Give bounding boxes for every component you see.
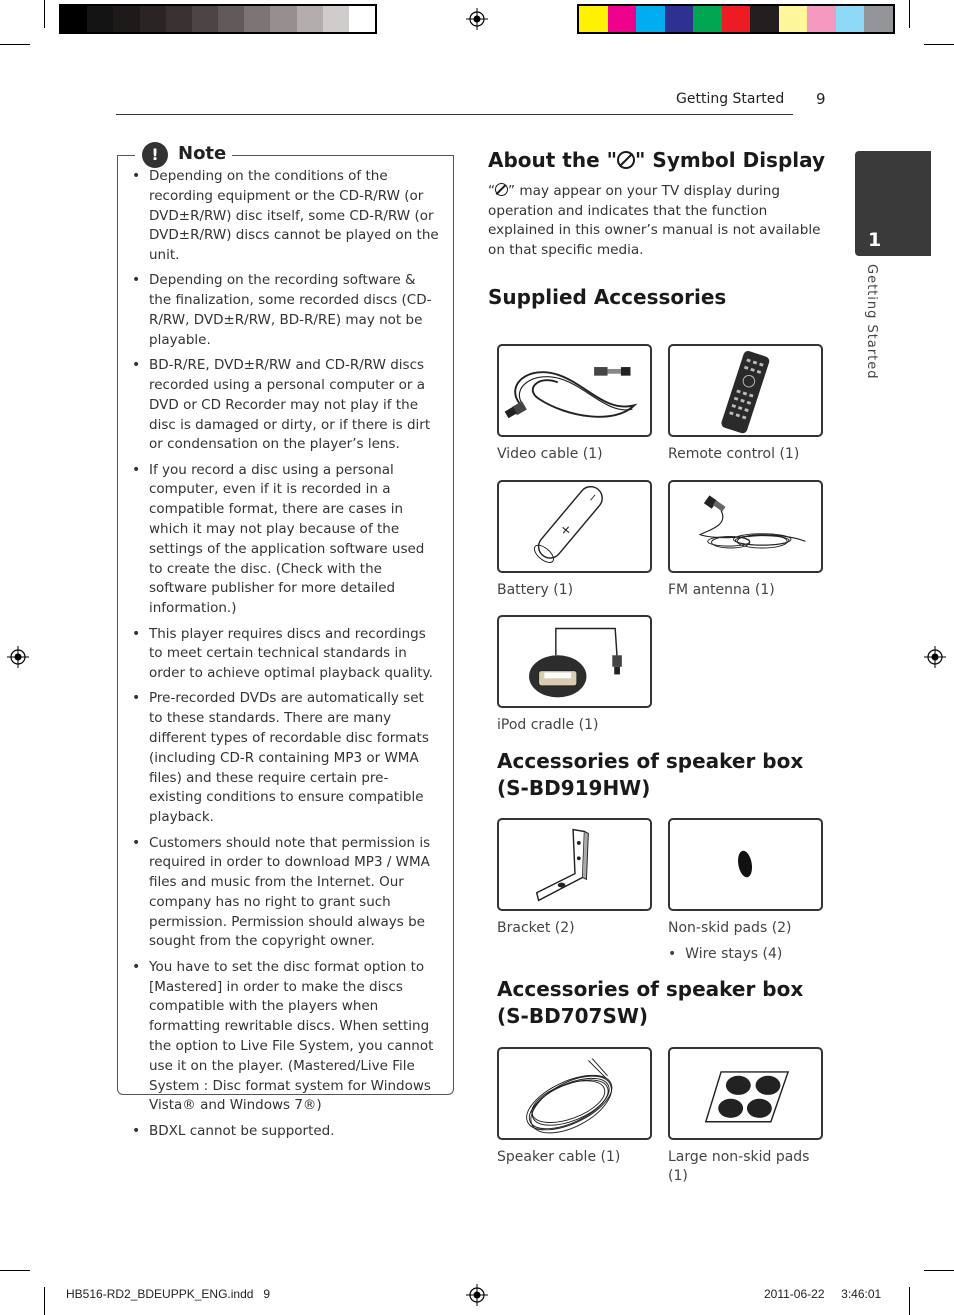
title-text: About the " xyxy=(488,148,618,172)
color-swatch xyxy=(61,6,87,32)
accessory-card xyxy=(668,1047,823,1140)
registration-mark-icon xyxy=(466,1284,488,1306)
fm-antenna-icon xyxy=(670,482,821,571)
list-item: • If you record a disc using a personal computer, even if it is recorded in a compatible format, there are cases in which it may not play because of the settings of the application software used to create the disc. (Check with the software publisher for more detailed information.) xyxy=(131,461,441,619)
color-swatch xyxy=(244,6,270,32)
note-border xyxy=(117,155,135,156)
page-number: 9 xyxy=(816,90,826,108)
list-item: • This player requires discs and recordings to meet certain technical standards in order to achieve optimal playback quality. xyxy=(131,625,441,684)
title-line: Accessories of speaker box xyxy=(497,749,804,773)
list-item: • Depending on the conditions of the recording equipment or the CD-R/RW (or DVD±R/RW) disc itself, some CD-R/RW (or DVD±R/RW) discs cannot be played on the unit. xyxy=(131,167,441,266)
note-border xyxy=(232,155,454,156)
registration-mark-icon xyxy=(924,646,946,668)
accessory-caption: FM antenna (1) xyxy=(668,582,775,598)
crop-mark xyxy=(924,44,954,45)
grayscale-color-bar xyxy=(59,4,377,34)
list-item: • You have to set the disc format option to [Mastered] in order to make the discs compatible with the players when formatting rewritable discs. When setting the option to Live File System, you cannot use it on the player. (Mastered/Live File System : Disc format system for Windows Vista® and Windows 7®) xyxy=(131,958,441,1116)
chapter-tab xyxy=(855,151,931,256)
color-swatch xyxy=(807,6,836,32)
color-swatch xyxy=(779,6,808,32)
title-line: Accessories of speaker box xyxy=(497,977,804,1001)
color-swatch xyxy=(166,6,192,32)
quote-mark: “ xyxy=(488,183,496,199)
title-line: (S-BD919HW) xyxy=(497,776,651,800)
color-swatch xyxy=(665,6,694,32)
accessory-caption: Bracket (2) xyxy=(497,920,575,936)
symbol-description xyxy=(488,182,833,260)
prohibited-symbol-icon xyxy=(617,151,635,169)
header-rule xyxy=(116,114,793,115)
list-item: • Customers should note that permission is required in order to download MP3 / WMA files and music from the Internet. Our company has no right to grant such permission. Permission should always be sought from the copyright owner. xyxy=(131,834,441,953)
accessory-caption: Large non-skid pads (1) xyxy=(668,1149,810,1184)
color-swatch xyxy=(750,6,779,32)
cmyk-color-bar xyxy=(577,4,895,34)
footer-file-name: HB516-RD2_BDEUPPK_ENG.indd 9 xyxy=(66,1287,271,1301)
accessory-card xyxy=(497,818,652,911)
non-skid-pad-icon xyxy=(670,820,821,909)
accessory-card xyxy=(497,480,652,573)
chapter-number: 1 xyxy=(868,229,882,251)
svg-text:−: − xyxy=(584,488,602,506)
list-item: • Pre-recorded DVDs are automatically set to these standards. There are many different types of recordable disc formats (including CD-R containing MP3 or WMA files) and these require certain pre-existing conditions to ensure compatible playback. xyxy=(131,689,441,828)
accessory-caption: Battery (1) xyxy=(497,582,574,598)
crop-mark xyxy=(44,0,45,28)
speaker-707-title xyxy=(497,976,803,1030)
accessory-card xyxy=(668,818,823,911)
note-title: Note xyxy=(178,143,227,164)
crop-mark xyxy=(909,0,910,28)
accessory-card xyxy=(668,480,823,573)
running-header-section: Getting Started xyxy=(676,91,785,107)
supplied-accessories-title: Supplied Accessories xyxy=(488,285,727,309)
remote-control-icon xyxy=(670,346,821,435)
accessory-caption: iPod cradle (1) xyxy=(497,717,599,733)
list-item: • Depending on the recording software & the finalization, some recorded discs (CD-R/RW, DVD±R/RW, BD-R/RE) may not be playable. xyxy=(131,271,441,350)
list-item: • BD-R/RE, DVD±R/RW and CD-R/RW discs recorded using a personal computer or a DVD or CD Recorder may not play if the disc is damaged or dirty, or if there is dirt or condensation on the player’s lens. xyxy=(131,356,441,455)
footer-timestamp: 2011-06-22 3:46:01 xyxy=(764,1287,882,1301)
wire-stays-label: Wire stays (4) xyxy=(685,946,783,962)
accessory-caption: Remote control (1) xyxy=(668,446,800,462)
crop-mark xyxy=(0,1270,30,1271)
color-swatch xyxy=(836,6,865,32)
accessory-caption: Non-skid pads (2) xyxy=(668,920,792,936)
registration-mark-icon xyxy=(7,646,29,668)
color-swatch xyxy=(270,6,296,32)
color-swatch xyxy=(608,6,637,32)
speaker-919-title xyxy=(497,748,803,802)
crop-mark xyxy=(924,1270,954,1271)
accessory-card xyxy=(497,615,652,708)
title-text: " Symbol Display xyxy=(635,148,826,172)
color-swatch xyxy=(579,6,608,32)
color-swatch xyxy=(297,6,323,32)
color-swatch xyxy=(722,6,751,32)
accessory-caption: Video cable (1) xyxy=(497,446,603,462)
crop-mark xyxy=(44,1287,45,1315)
battery-icon xyxy=(499,482,650,571)
speaker-cable-icon xyxy=(499,1049,650,1138)
crop-mark xyxy=(0,44,30,45)
color-swatch xyxy=(323,6,349,32)
large-non-skid-pads-icon xyxy=(670,1049,821,1138)
registration-mark-icon xyxy=(466,8,488,30)
color-swatch xyxy=(87,6,113,32)
list-item: • BDXL cannot be supported. xyxy=(131,1122,441,1142)
exclamation-icon: ! xyxy=(142,142,168,168)
bullet: • xyxy=(668,946,686,962)
color-swatch xyxy=(140,6,166,32)
bracket-icon xyxy=(499,820,650,909)
note-list xyxy=(131,167,441,1147)
chapter-label: Getting Started xyxy=(864,264,879,380)
color-swatch xyxy=(192,6,218,32)
title-line: (S-BD707SW) xyxy=(497,1004,649,1028)
symbol-section-title xyxy=(488,148,825,172)
accessory-caption: Speaker cable (1) xyxy=(497,1149,621,1165)
svg-text:+: + xyxy=(557,521,576,540)
color-swatch xyxy=(864,6,893,32)
video-cable-icon xyxy=(499,346,650,435)
color-swatch xyxy=(636,6,665,32)
accessory-card xyxy=(497,344,652,437)
crop-mark xyxy=(909,1287,910,1315)
wire-stays-item xyxy=(668,945,782,964)
prohibited-symbol-icon xyxy=(495,183,508,196)
color-swatch xyxy=(218,6,244,32)
color-swatch xyxy=(693,6,722,32)
ipod-cradle-icon xyxy=(499,617,650,706)
color-swatch xyxy=(113,6,139,32)
description-text: ” may appear on your TV display during operation and indicates that the function explained in this owner’s manual is not available on that specific media. xyxy=(488,183,821,258)
color-swatch xyxy=(349,6,375,32)
accessory-card xyxy=(497,1047,652,1140)
accessory-card xyxy=(668,344,823,437)
